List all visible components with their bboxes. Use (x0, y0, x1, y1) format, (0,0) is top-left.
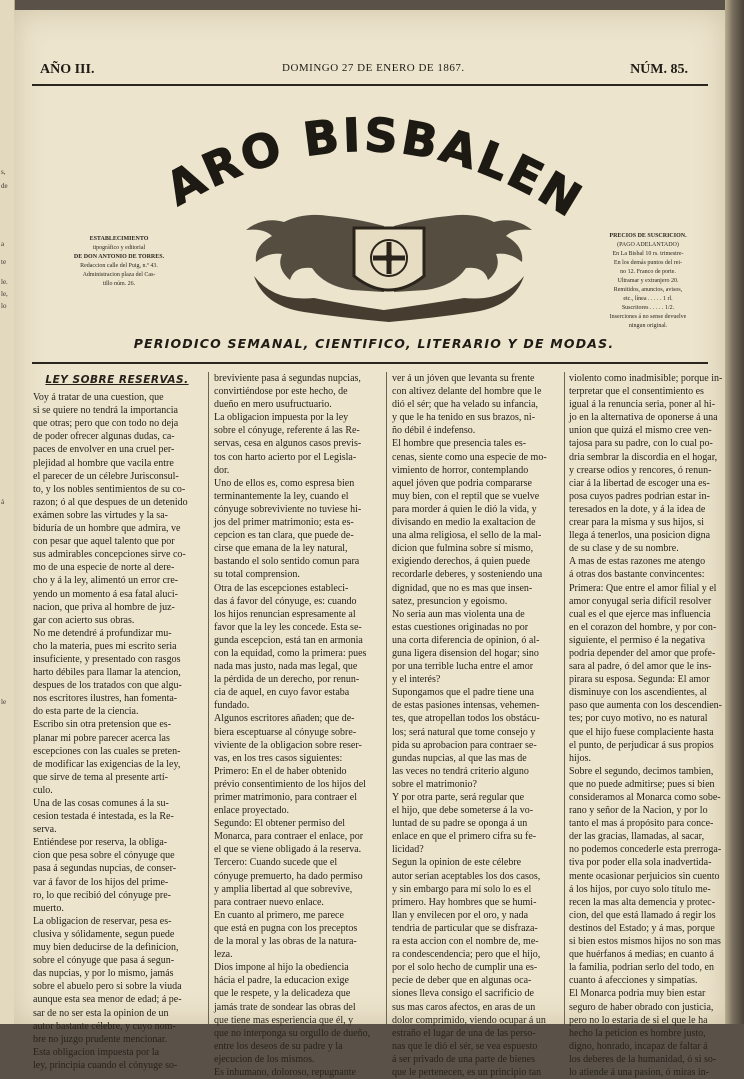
price-line: ningun original. (628, 323, 668, 329)
article-line: el punto, de perjudicar á sus propios (569, 739, 714, 751)
article-line: cual es el que ejerce mas influencia (569, 608, 711, 620)
price-line: (PAGO ADELANTADO) (617, 242, 679, 248)
article-line: consideramos al Monarca como sobe- (569, 792, 721, 803)
article-line: hijos. (569, 752, 591, 764)
article-line: yendo un momento á esa fatal aluci- (33, 588, 178, 600)
article-columns (28, 372, 723, 1078)
article-line: En cuanto al primero, me parece (214, 909, 344, 921)
article-line: seguro de haber obrado con justicia, (569, 1001, 714, 1013)
column-4 (569, 372, 729, 1078)
column-3 (392, 372, 560, 1078)
article-line: cion, del que está llamado á regir los (569, 909, 716, 921)
article-line: cho y á la ley, alimentó un error cre- (33, 575, 179, 587)
article-line: Esta obligacion impuesta por la (33, 1046, 160, 1058)
article-line: mo de una especie de norte al dere- (33, 562, 175, 574)
column-1 (33, 372, 201, 1071)
article-line: biduría de un hombre que admira, ve (33, 523, 181, 535)
column-2-text (214, 372, 382, 1079)
article-line: y sin embargo para mí solo lo es el (392, 883, 532, 895)
article-line: y el interés? (392, 674, 441, 686)
article-line: sara al padre, ó del amor que le ins- (569, 661, 712, 673)
prev-page-fragment: de (1, 182, 8, 190)
dateline-bar (32, 62, 708, 84)
article-line: rano y señor de la Nacion, y por lo (569, 805, 708, 817)
article-line: prévio consentimiento de los hijos del (214, 778, 366, 790)
article-line: de la moral y las obras de la natura- (214, 936, 357, 948)
article-line: La obligacion impuesta por la ley (214, 412, 349, 424)
article-line: que sirve de tema al presente artí- (33, 771, 168, 783)
article-line: autor bastante célebre, y cuyo nom- (33, 1020, 176, 1032)
article-line: despues de los tratados con que algu- (33, 680, 182, 692)
column-2 (214, 372, 382, 1078)
article-line: que le respete, y la delicadeza que (214, 988, 351, 1000)
price-line: etc., línea . . . . . 1 rl. (623, 296, 673, 302)
article-line: sobre el cónyuge que pasa á segun- (33, 955, 175, 967)
prev-page-fragment: le (1, 698, 7, 706)
column-1-text (33, 391, 201, 1072)
article-line: Tercero: Cuando sucede que el (214, 857, 338, 869)
article-line: sus mas caros afectos, en aras de un (392, 1001, 536, 1013)
article-line: Escribo sin otra pretension que es- (33, 719, 172, 731)
article-line: muy bien, con el reptil que se vuelve (392, 490, 540, 502)
article-line: hecho la peticion es hombre justo, (569, 1027, 706, 1039)
article-line: y amplia libertad al que sobrevive, (214, 883, 353, 895)
article-line: Primera: Que entre el amor filial y el (569, 582, 717, 594)
article-line: El Monarca podria muy bien estar (569, 988, 706, 1000)
article-line: Dios impone al hijo la obediencia (214, 962, 349, 974)
article-line: Otra de las escepciones estableci- (214, 582, 349, 594)
prev-page-fragment: le, (1, 290, 8, 298)
subscription-prices (584, 232, 712, 331)
article-line: que no interponga su orgullo de dueño, (214, 1027, 371, 1039)
article-line: llan y envilecen por el oro, y nada (392, 909, 529, 921)
article-line: No me detendré á profundizar mu- (33, 627, 172, 639)
article-line: breviviente pasa á segundas nupcias, (214, 373, 361, 384)
article-line: convirtiéndose por este hecho, de (214, 386, 348, 398)
article-line: ra esta accion con el nombre de, me- (392, 936, 539, 948)
article-line: el que se viene obligado á la reserva. (214, 844, 362, 856)
article-line: cirse que emana de la ley natural, (214, 543, 348, 555)
article-line: que otras; pero que con todo no deja (33, 418, 179, 430)
price-line: no 12. Franco de porte. (620, 269, 676, 275)
publisher-line: Administracion plaza del Cas- (82, 272, 156, 278)
article-line: que el hijo fuese complaciente hasta (569, 726, 714, 738)
article-line: pida su aprobacion para contraer se- (392, 739, 537, 751)
article-line: mente ocasionar perjuicios sin cuento (569, 870, 720, 882)
article-line: sobre el cónyuge, referente á las Re- (214, 425, 360, 437)
newspaper-subtitle: PERIODICO SEMANAL, CIENTIFICO, LITERARIO Y DE MODAS. (133, 336, 615, 351)
article-line: jo en la alternativa de oponerse á una (569, 412, 718, 424)
article-line: con altivez delante del hombre que le (392, 386, 542, 398)
article-line: tajosa para su padre, con lo cual po- (569, 438, 713, 450)
article-line: nacion, que priva al hombre de juz- (33, 601, 175, 613)
prev-page-fragment: te (1, 258, 7, 266)
article-line: das nupcias, y por lo mismo, jamás (33, 968, 174, 980)
publisher-info (54, 235, 184, 289)
article-line: en el corazon del hombre, y por con- (569, 621, 717, 633)
article-line: pecie de deber que en algunas oca- (392, 975, 532, 987)
article-line: exigiendo derechos, á quien puede (392, 556, 531, 568)
article-line: su total comprension. (214, 569, 300, 581)
article-line: pero no lo estaria de si el que le ha (569, 1014, 708, 1026)
article-line: Es inhumano, doloroso, repugnante (214, 1066, 356, 1078)
article-line: con la equidad, como la primera: pues (214, 647, 367, 659)
article-line: las veces no tendrá criterio alguno (392, 765, 529, 777)
price-line: En los demás puntos del rei- (613, 260, 683, 266)
article-line: primero. Hay hombres que se humi- (392, 896, 537, 908)
article-line: si bien estos mismos hijos no son mas (569, 936, 721, 948)
article-line: licidad? (392, 844, 424, 856)
article-line: muy bien deducirse de la definicion, (33, 942, 179, 954)
article-line: los hijos renuncian espresamente al (214, 608, 356, 620)
article-line: hácia el padre, la educacion exige (214, 975, 349, 987)
article-line: bastando el solo sentido comun para (214, 556, 360, 568)
article-line: sar de no ser esta la opinion de un (33, 1007, 169, 1019)
article-line: sus admirables concepciones sirve co- (33, 549, 186, 561)
article-line: de estas pasiones intensas, vehemen- (392, 700, 540, 712)
article-line: disminuye con los ascendientes, al (569, 687, 708, 699)
article-line: luntad de su padre se oponga á un (392, 818, 528, 830)
article-line: entre los deseos de su padre y la (214, 1040, 343, 1052)
article-line: nos escritores ilustres, han fomenta- (33, 693, 178, 705)
article-line: planar mi pobre parecer acerca las (33, 732, 170, 744)
article-line: tendria de particular que se disfraza- (392, 922, 538, 934)
griffin-crest-emblem (234, 206, 544, 324)
article-line: que le pertenecen, es un principio tan (392, 1066, 542, 1078)
article-line: A mas de estas razones me atengo (569, 556, 706, 568)
article-line: siguiente, el permiso é la negativa (569, 634, 706, 646)
article-line: dicion que fulmina sobre sí mismo, (392, 543, 534, 555)
article-line: terpretar que el consentimiento es (569, 386, 704, 398)
article-line: á otras dos bastante convincentes: (569, 569, 705, 581)
article-line: clusiva y sólidamente, segun puede (33, 928, 175, 940)
publisher-line: DE DON ANTONIO DE TORRES. (73, 254, 165, 260)
article-line: primer matrimonio, para contraer el (214, 792, 357, 803)
article-line: No seria aun mas violenta una de (392, 608, 525, 620)
article-line: ro, lo que recibió del cónyuge pre- (33, 889, 172, 901)
article-line: tes, que atropellan todos los obstácu- (392, 713, 540, 725)
masthead-bottom-rule (32, 362, 708, 364)
publisher-line: Redaccion calle del Puig, n.º 43. (80, 263, 158, 269)
article-line: var á favor de los hijos del prime- (33, 876, 169, 888)
article-line: una alma religiosa, el sello de la mal- (392, 530, 542, 542)
article-line: no podemos concederle esta prerroga- (569, 844, 722, 856)
article-line: posa cuyos padres podrian estar in- (569, 490, 710, 502)
article-line: Una de las cosas comunes á la su- (33, 798, 169, 809)
article-line: gundas nupcias, al que las mas de (392, 752, 527, 764)
article-line: llega á tenerlos, una posicion digna (569, 530, 711, 542)
publisher-line: ESTABLECIMIENTO (89, 236, 149, 242)
article-line: el hijo, que debe someterse á la vo- (392, 805, 534, 817)
article-line: Segun la opinion de este célebre (392, 857, 522, 869)
header-rule (32, 84, 708, 86)
issue-date: DOMINGO 27 DE ENERO DE 1867. (282, 62, 465, 74)
article-line: tiva por poder ella sola inadvertida- (569, 857, 712, 869)
prev-page-fragment: s, (1, 168, 6, 176)
article-line: igual á la renuncia seria, poner al hi- (569, 399, 716, 411)
article-line: jos del primer matrimonio; esta es- (214, 517, 354, 529)
article-line: dolor comprimido, viendo ocupar á un (392, 1014, 546, 1026)
article-line: recordarle deberes, y sosteniendo una (392, 569, 543, 581)
previous-page-edge (0, 0, 15, 1024)
newspaper-title: ARO BISBALEN (157, 107, 593, 229)
article-line: union que quizá el mismo cree ven- (569, 425, 712, 437)
article-line: pasa á segundas nupcias, de conser- (33, 863, 177, 875)
article-line: leza. (214, 949, 233, 961)
article-line: satez, presuncion y egoismo. (392, 595, 508, 607)
article-line: á ser privado de una parte de bienes (392, 1053, 535, 1065)
article-line: y crearse odios y rencores, ó renun- (569, 464, 712, 476)
page-binding-edge (725, 0, 744, 1024)
article-line: tos con harto acierto por el Legisla- (214, 451, 357, 463)
article-line: lo atiende á una pasion, ó miras in- (569, 1066, 709, 1078)
article-line: Uno de ellos es, como espresa bien (214, 477, 355, 489)
article-line: por una terrible lucha entre el amor (392, 661, 534, 673)
publisher-line: tipográfico y editorial (92, 245, 146, 251)
article-line: cia de aquel, en cuyo favor estaba (214, 687, 350, 699)
issue-number: NÚM. 85. (630, 62, 688, 77)
issue-year: AÑO III. (40, 62, 95, 77)
article-line: que huérfanos á medias; en cuanto á (569, 949, 714, 961)
article-line: La obligacion de reservar, pesa es- (33, 915, 172, 927)
article-line: das á favor del cónyuge, es: cuando (214, 595, 357, 607)
article-line: digno, honrado, incapaz de faltar á (569, 1040, 708, 1052)
article-line: dor. (214, 464, 230, 476)
article-line: enlace en que el primero cifra su fe- (392, 831, 537, 843)
article-line: cesion testada é intestada, es la Re- (33, 811, 174, 823)
article-line: viviente de la obligacion sobre reser- (214, 739, 362, 751)
article-line: sobre el abuelo pero si sobre la viuda (33, 981, 182, 993)
article-line: serva. (33, 824, 57, 836)
article-line: siones lleva consigo el sacrificio de (392, 988, 534, 1000)
prev-page-fragment: le. (1, 278, 8, 286)
price-line: PRECIOS DE SUSCRICION. (609, 233, 687, 239)
article-line: bre no juzgo prudente mencionar. (33, 1033, 168, 1045)
article-line: autor serian aceptables los dos casos, (392, 870, 541, 882)
article-line: nada mas justo, nada mas legal, que (214, 661, 358, 673)
article-line: los deberes de la humanidad, ó si so- (569, 1053, 717, 1065)
article-line: con pesar que aquel talento que por (33, 536, 175, 548)
article-line: favor que la ley les concede. Esta se- (214, 621, 362, 633)
article-line: Segundo: El obtener permiso del (214, 818, 346, 830)
article-line: ley, principia cuando el cónyuge so- (33, 1059, 178, 1071)
article-line: biera esceptuarse al cónyuge sobre- (214, 726, 357, 738)
article-line: los; será natural que tome consejo y (392, 726, 536, 738)
article-line: Supongamos que el padre tiene una (392, 687, 534, 699)
article-line: ver á un jóven que levanta su frente (392, 373, 535, 384)
article-line: gar con acierto sus obras. (33, 614, 135, 626)
article-line: cenas, siente como una especie de mo- (392, 451, 547, 463)
article-line: Voy á tratar de una cuestion, que (33, 392, 164, 404)
article-line: estas cuestiones originadas no por (392, 621, 529, 633)
column-divider (564, 372, 565, 1024)
column-3-text (392, 372, 560, 1079)
article-line: estraño el lugar de una de las perso- (392, 1027, 536, 1039)
article-line: vas, en los tres casos siguientes: (214, 752, 343, 764)
article-line: destinos del Estado; y á mas, porque (569, 922, 715, 934)
article-line: cuanto á afecciones y simpatías. (569, 975, 698, 987)
article-line: Entiéndese por reserva, la obliga- (33, 837, 168, 849)
article-line: Y por otra parte, será regular que (392, 792, 525, 803)
article-line: la pérdida de un derecho, por renun- (214, 674, 360, 686)
article-line: muerto. (33, 902, 64, 914)
article-line: que tiene mas esperiencia que él, y (214, 1014, 354, 1026)
article-line: Algunos escritores añaden; que de- (214, 713, 355, 725)
prev-page-fragment: lo (1, 302, 7, 310)
article-line: una corta diferencia de opinion, ó al- (392, 634, 540, 646)
article-line: y que le ha tenido en sus brazos, ni- (392, 412, 536, 424)
article-line: divisando en medio la exaltacion de (392, 517, 536, 529)
article-line: to, y los nobles sentimientos de su co- (33, 483, 186, 495)
article-line: dria sembrar la discordia en el hogar, (569, 451, 718, 463)
article-line: El hombre que presencia tales es- (392, 438, 527, 450)
article-line: el parecer de un célebre Jurisconsul- (33, 470, 179, 482)
article-line: cónyuge premuerto, ha dado permiso (214, 870, 363, 882)
article-line: paso que aumenta con los descendien- (569, 700, 723, 712)
article-title: LEY SOBRE RESERVAS. (45, 374, 189, 386)
article-line: vimiento de horror, contemplando (392, 464, 529, 476)
price-line: En La Bisbal 10 rs. trimestre- (612, 251, 684, 257)
article-line: de poder ofrecer algunas dudas, ca- (33, 431, 175, 443)
article-line: que está en pugna con los preceptos (214, 922, 358, 934)
article-line: amor conyugal seria difícil resolver (569, 595, 712, 607)
article-line: ra condescendencia; pero que el hijo, (392, 949, 541, 961)
article-line: ejecucion de los mismos. (214, 1053, 315, 1065)
article-line: la familia, podrian serlo del todo, en (569, 962, 714, 974)
article-line: do esta parte de la ciencia. (33, 706, 139, 718)
newspaper-page (14, 10, 725, 1078)
article-line: para contraer nuevo enlace. (214, 896, 324, 908)
price-line: Ultramar y extranjero 20. (617, 278, 679, 284)
article-line: de su clase y de su nombre. (569, 543, 679, 555)
article-line: cónyuge sobreviviente no tuviese hi- (214, 503, 362, 515)
article-line: dignidad, que no es mas que insen- (392, 582, 533, 594)
article-line: crear para la misma y sus hijos, si (569, 517, 704, 529)
article-line: violento como inadmisible; porque in- (569, 373, 723, 384)
article-line: para morder á quien le dió la vida, y (392, 503, 537, 515)
article-line: Sobre el segundo, decimos tambien, (569, 765, 714, 777)
article-line: á los hijos, por cuyo solo título me- (569, 883, 711, 895)
column-divider (208, 372, 209, 1024)
publisher-line: tillo núm. 26. (102, 281, 136, 287)
article-line: escepciones con las cuales se preten- (33, 745, 181, 757)
article-line: teresados en la dote, y á la idea de (569, 503, 706, 515)
article-line: terminantemente la ley, cuando el (214, 490, 349, 502)
article-line: dueño en mero usufructuario. (214, 399, 332, 411)
article-line: por el solo hecho de cumplir una es- (392, 962, 538, 974)
article-line: cho la materia, pues mi escrito seria (33, 640, 177, 652)
article-line: nas que le dió el sér, se vea espuesto (392, 1040, 538, 1052)
prev-page-fragment: á (1, 498, 5, 506)
article-line: sobre el matrimonio? (392, 778, 477, 790)
article-line: der las gracias, llamadas, al sacar, (569, 831, 705, 843)
price-line: Inserciones á no sense devuelve (609, 314, 687, 320)
column-divider (386, 372, 387, 1024)
article-line: fundado. (214, 700, 250, 712)
article-line: jamás trate de sondear las obras del (214, 1001, 356, 1013)
article-line: de modificar las exigencias de la ley, (33, 758, 181, 770)
article-line: enlace proyectado. (214, 805, 289, 817)
article-line: si se quiere no tendrá la importancia (33, 405, 178, 417)
article-line: insuficiente, y presentado con rasgos (33, 653, 181, 665)
article-line: que no puede admitirse; pues si bien (569, 778, 715, 790)
price-line: Suscritores . . . . . 1/2. (621, 305, 675, 311)
article-line: razon; ó al que despues de un detenido (33, 496, 188, 508)
article-line: dió el sér; que ha velado su infancia, (392, 399, 539, 411)
article-line: ciar á la libertad de escoger una es- (569, 477, 710, 489)
article-line: paces de envolver en una cruel per- (33, 444, 175, 456)
article-line: podria depender del amor que profe- (569, 647, 716, 659)
article-line: cion que pesa sobre el cónyuge que (33, 850, 175, 862)
article-line: exámen sobre las virtudes y la sa- (33, 509, 168, 521)
prev-page-fragment: a (1, 240, 5, 248)
article-line: ño débil é indefenso. (392, 425, 476, 437)
article-line: guna ligera disension del hogar; sino (392, 647, 539, 659)
article-line: tanto el mas á propósito para conce- (569, 818, 714, 830)
article-line: pirara su esposa. Segunda: El amor (569, 674, 710, 686)
price-line: Remitidos, anuncios, avisos, (613, 287, 683, 293)
article-line: harto débiles para llamar la atencion, (33, 667, 181, 679)
article-line: culo. (33, 784, 53, 796)
article-line: Primero: En el de haber obtenido (214, 765, 347, 777)
article-line: aunque esta sea menor de edad; á pe- (33, 994, 182, 1006)
article-line: plejidad al hombre que vacila entre (33, 457, 174, 469)
article-line: gunda escepcion, está tan en armonia (214, 634, 363, 646)
article-line: servas, cesa en algunos casos previs- (214, 438, 362, 450)
column-4-text (569, 372, 729, 1079)
article-line: Monarca, para contraer el enlace, por (214, 831, 364, 843)
article-line: recen la mas alta demencia y protec- (569, 896, 716, 908)
article-line: tes; por cuyo motivo, no es natural (569, 713, 708, 725)
article-line: cepcion es tan clara, que puede de- (214, 530, 354, 542)
article-line: aquel jóven que podria compararse (392, 477, 532, 489)
